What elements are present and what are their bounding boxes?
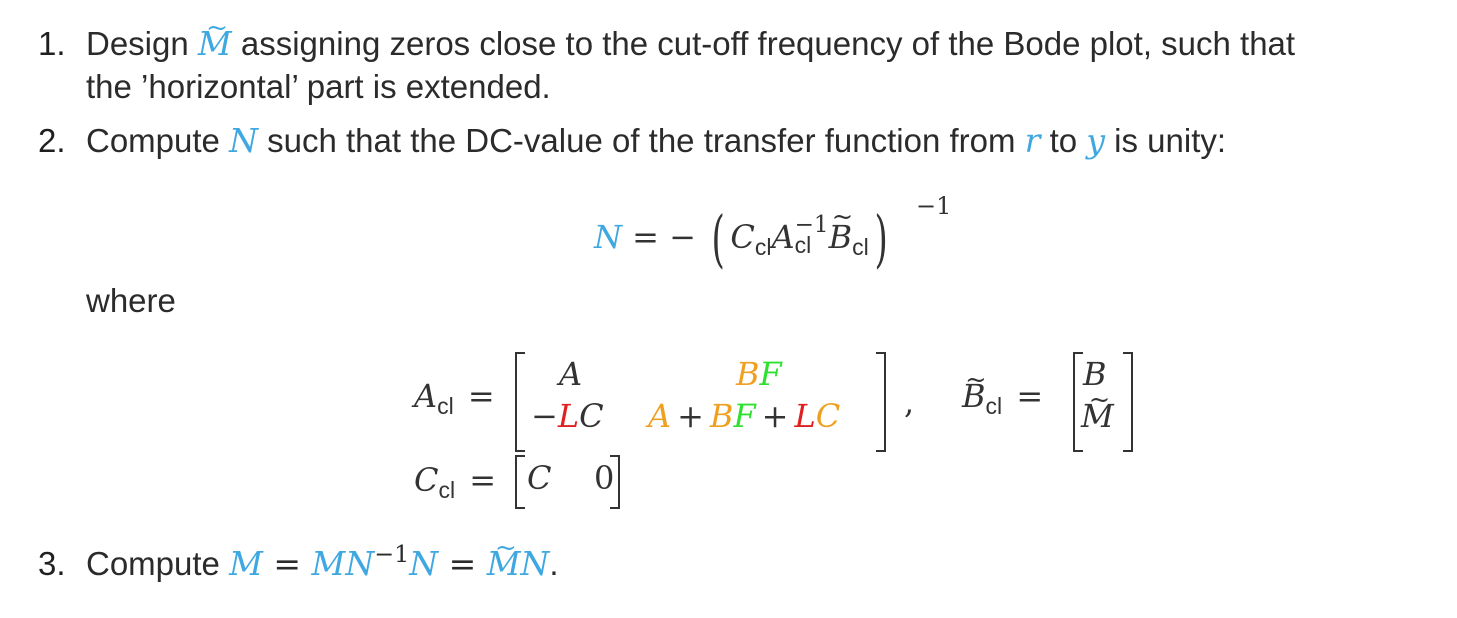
a-cl-r2c1: −LC: [531, 397, 604, 435]
eq-a-sub: cl: [794, 232, 812, 258]
item-2-text-a: Compute: [86, 122, 220, 159]
c-cl-left-bracket: [515, 455, 525, 509]
eq-b-tilde: ~ B: [829, 218, 853, 256]
where-label: where: [86, 282, 176, 319]
b-cl-lhs: ~ $B_{cl}$ =: [962, 378, 1043, 417]
right-paren: ): [874, 202, 888, 275]
a-cl-left-bracket: [515, 352, 525, 452]
r-symbol: r: [1024, 121, 1041, 160]
eq-outer-exponent: −1: [916, 192, 952, 220]
item-number-1: 1.: [38, 25, 66, 62]
eq-a-inverse: −1: [794, 212, 829, 238]
m-tilde-symbol: ~ M: [198, 24, 232, 64]
item-1-text-b: assigning zeros close to the cut-off frequency of the Bode plot, such that: [240, 25, 1296, 62]
item-2-text-b: such that the DC-value of the transfer function from: [267, 122, 1016, 159]
a-cl-right-bracket: [876, 352, 886, 452]
item-number-3: 3.: [38, 545, 66, 582]
equation-n: [594, 192, 952, 275]
a-cl-r1c2: BF: [736, 355, 782, 393]
eq-a: A: [771, 218, 795, 256]
comma: ,: [904, 383, 915, 421]
eq-n-equals: = −: [632, 218, 696, 256]
item-number-2: 2.: [38, 122, 66, 159]
item-1-line-2: the ’horizontal’ part is extended.: [86, 68, 551, 105]
item-3-line: Compute $M = MN^{-1}N$ = ~ MN.: [86, 544, 559, 587]
eq-b-sub: cl: [852, 234, 869, 261]
b-cl-right-bracket: [1123, 352, 1133, 452]
y-symbol: y: [1086, 121, 1105, 160]
c-cl-right-bracket: [610, 455, 620, 509]
item-3-equation: $M = MN^{-1}N$ = ~ MN: [229, 544, 549, 583]
a-cl-r2c2: A + BF + LC: [648, 397, 841, 435]
c-cl-c2: 0: [594, 459, 615, 497]
eq-c-sub: cl: [754, 234, 772, 261]
item-3-text-a: Compute: [86, 545, 220, 582]
a-cl-r1c1: A: [559, 355, 583, 393]
eq-n-lhs: N: [594, 218, 622, 256]
left-paren: (: [711, 202, 725, 275]
b-cl-r2: ~ M: [1081, 398, 1114, 434]
c-cl-lhs: $C_{cl}$ =: [414, 461, 497, 504]
eq-c: C: [730, 218, 755, 256]
item-1-text-a: Design: [86, 25, 189, 62]
item-1-line-1: [86, 24, 1295, 64]
item-2-text-d: is unity:: [1114, 122, 1227, 159]
a-cl-lhs: $A_{cl}$ =: [414, 377, 495, 420]
n-symbol: N: [229, 121, 258, 160]
c-cl-c1: C: [527, 459, 552, 497]
b-cl-r1: B: [1083, 355, 1107, 393]
item-2-line: [86, 121, 1226, 161]
item-2-text-c: to: [1049, 122, 1078, 159]
